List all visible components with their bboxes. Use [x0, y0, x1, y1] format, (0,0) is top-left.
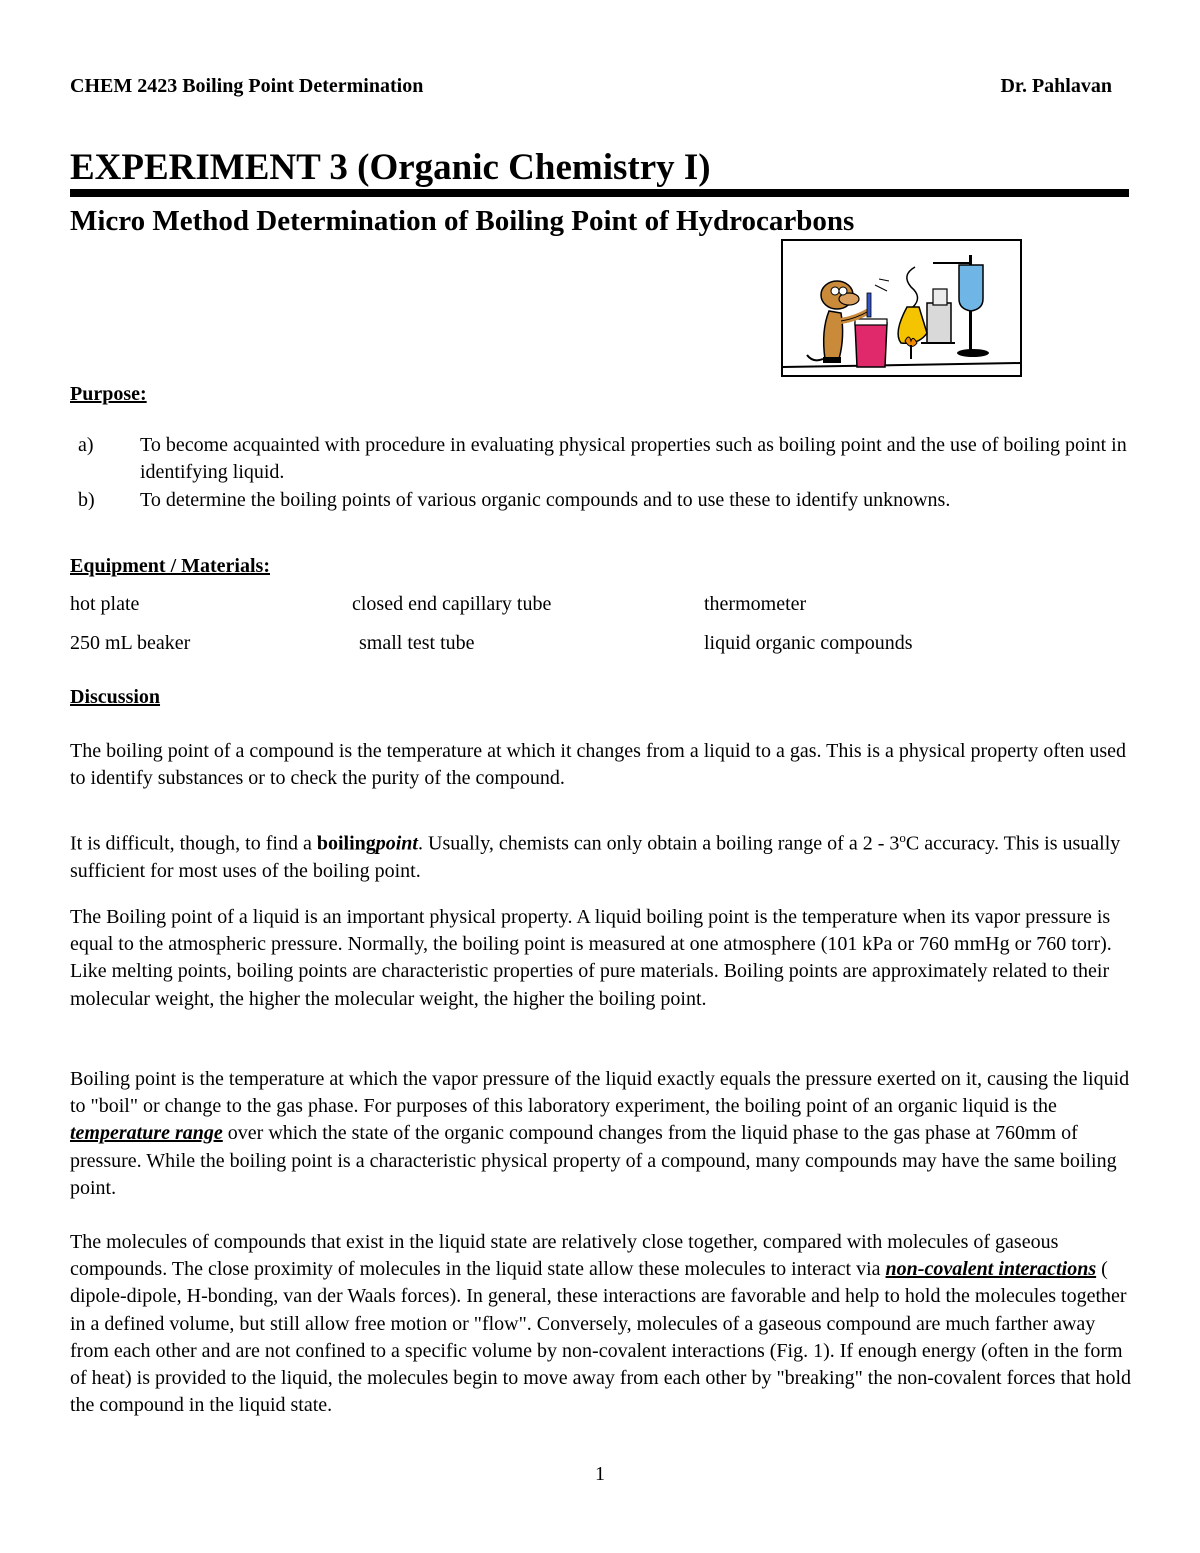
temperature-range-emphasis: temperature range: [70, 1122, 223, 1145]
material-item: thermometer: [704, 593, 807, 615]
discussion-paragraph-3: The Boiling point of a liquid is an important physical property. A liquid boiling point is the temperature when its vapor pressure is equal to the atmospheric pressure. Normally, the boiling point is measured at one atmosphere (101 kPa or 760 mmHg or 760 torr). Like melting points, boiling points are characteristic properties of pure materials. Boiling points are approximately related to their molecular weight, the higher the molecular weight, the higher the boiling point.: [70, 906, 1112, 1010]
discussion-paragraph-1: The boiling point of a compound is the temperature at which it changes from a liquid to a gas. This is a physical property often used to identify substances or to check the purity of the compound.: [70, 740, 1127, 790]
non-covalent-emphasis: non-covalent interactions: [885, 1258, 1097, 1281]
purpose-item-a: [70, 432, 1135, 486]
materials-heading: Equipment / Materials:: [70, 555, 270, 577]
p2-text: It is difficult, though, to find a: [70, 832, 317, 855]
material-item: closed end capillary tube: [352, 593, 552, 615]
title-rule: [70, 189, 1129, 197]
discussion-heading: Discussion: [70, 686, 161, 708]
p5-text: The molecules of compounds that exist in the liquid state are relatively close together, compared with molecules of gaseous compounds. The close proximity of molecules in the liquid state allow these molecules to interact via: [70, 1231, 1059, 1281]
degree-superscript: o: [899, 830, 906, 845]
material-item: 250 mL beaker: [70, 632, 191, 654]
boiling-bold: boiling: [316, 832, 376, 855]
document-title: EXPERIMENT 3 (Organic Chemistry I): [70, 147, 711, 188]
p4-text: over which the state of the organic compound changes from the liquid phase to the gas phase at 760mm of pressure. While the boiling point is a characteristic physical property of a compound, many compounds may have the same boiling point.: [70, 1122, 1117, 1199]
point-bold-italic: point: [375, 832, 418, 855]
lab-clipart-icon: [783, 241, 1020, 375]
document-subtitle: Micro Method Determination of Boiling Point of Hydrocarbons: [70, 205, 855, 237]
material-item: small test tube: [359, 632, 475, 654]
purpose-item-b-label: b): [78, 489, 95, 511]
page-number: 1: [595, 1463, 605, 1485]
material-item: hot plate: [70, 593, 140, 615]
discussion-paragraph-5: [70, 1229, 1135, 1419]
header-course-title: CHEM 2423 Boiling Point Determination: [70, 75, 424, 97]
purpose-item-b-text: To determine the boiling points of various organic compounds and to use these to identify unknowns.: [140, 489, 951, 511]
p2-text: C accuracy. This is usually sufficient for most uses of the boiling point.: [70, 832, 1121, 882]
lab-scientist-clipart: [781, 239, 1022, 377]
p2-text: . Usually, chemists can only obtain a boiling range of a 2 - 3: [418, 832, 900, 855]
purpose-heading: Purpose:: [70, 383, 147, 405]
discussion-paragraph-2: [70, 824, 1135, 885]
p5-text: ( dipole-dipole, H-bonding, van der Waals forces). In general, these interactions are favorable and help to hold the molecules together in a defined volume, but still allow free motion or "flow". Conversely, molecules of a gaseous compound are much farther away from each other and are not confined to a specific volume by non-covalent interactions (Fig. 1). If enough energy (often in the form of heat) is provided to the liquid, the molecules begin to move away from each other by "breaking" the non-covalent forces that hold the compound in the liquid state.: [70, 1258, 1132, 1417]
p4-text: Boiling point is the temperature at which the vapor pressure of the liquid exactly equals the pressure exerted on it, causing the liquid to "boil" or change to the gas phase. For purposes of this laboratory experiment, the boiling point of an organic liquid is the: [70, 1068, 1130, 1118]
purpose-item-a-label: a): [78, 434, 94, 456]
purpose-item-a-text: To become acquainted with procedure in evaluating physical properties such as boiling point and the use of boiling point in identifying liquid.: [140, 434, 1127, 483]
header-instructor: Dr. Pahlavan: [1000, 75, 1112, 97]
discussion-paragraph-4: [70, 1066, 1135, 1202]
material-item: liquid organic compounds: [704, 632, 913, 654]
purpose-item-b: [70, 487, 1135, 514]
